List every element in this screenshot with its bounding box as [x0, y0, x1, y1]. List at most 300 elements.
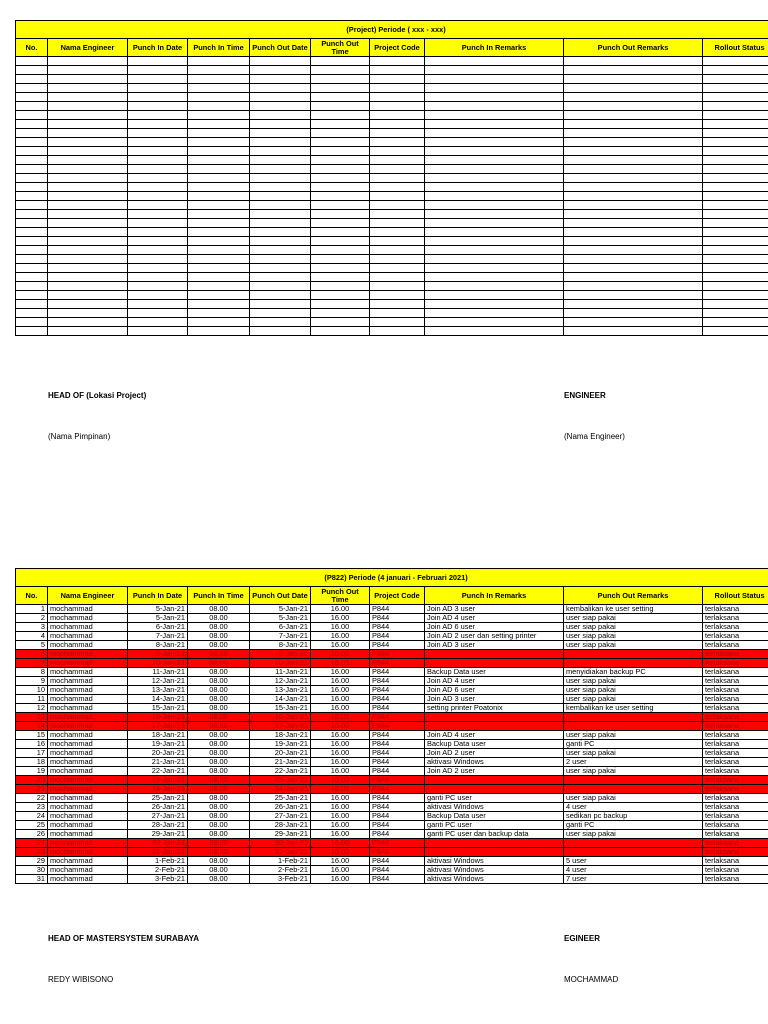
table-cell[interactable] — [425, 183, 564, 192]
table-cell[interactable] — [425, 300, 564, 309]
table-cell[interactable] — [16, 192, 48, 201]
cell-code[interactable]: P844 — [370, 614, 425, 623]
cell-out-date[interactable]: 9-Jan-21 — [250, 650, 311, 659]
cell-no[interactable]: 31 — [16, 875, 48, 884]
table-cell[interactable] — [564, 219, 703, 228]
cell-code[interactable]: P844 — [370, 794, 425, 803]
table-cell[interactable] — [250, 291, 311, 300]
cell-code[interactable]: P844 — [370, 749, 425, 758]
table-cell[interactable] — [425, 273, 564, 282]
table-cell[interactable] — [311, 93, 370, 102]
table-cell[interactable] — [16, 210, 48, 219]
cell-in-date[interactable]: 9-Jan-21 — [128, 650, 188, 659]
table-cell[interactable] — [370, 291, 425, 300]
table-cell[interactable] — [311, 120, 370, 129]
table-cell[interactable] — [311, 57, 370, 66]
cell-out-remarks[interactable]: user siap pakai — [564, 695, 703, 704]
table-cell[interactable] — [16, 102, 48, 111]
table-cell[interactable] — [250, 246, 311, 255]
cell-out-remarks[interactable]: 2 user — [564, 758, 703, 767]
table-cell[interactable] — [311, 255, 370, 264]
table-cell[interactable] — [703, 309, 768, 318]
cell-in-date[interactable]: 13-Jan-21 — [128, 686, 188, 695]
table-cell[interactable] — [564, 327, 703, 336]
cell-in-remarks[interactable]: Join AD 4 user — [425, 677, 564, 686]
table-cell[interactable] — [564, 84, 703, 93]
table-cell[interactable] — [48, 291, 128, 300]
cell-name[interactable]: mochammad — [48, 857, 128, 866]
cell-out-date[interactable]: 24-Jan-21 — [250, 785, 311, 794]
table-cell[interactable] — [188, 156, 250, 165]
cell-status[interactable]: terlaksana — [703, 785, 768, 794]
cell-in-date[interactable]: 10-Jan-21 — [128, 659, 188, 668]
table-cell[interactable] — [311, 210, 370, 219]
cell-out-time[interactable]: 16.00 — [311, 650, 370, 659]
table-cell[interactable] — [16, 300, 48, 309]
cell-name[interactable]: mochammad — [48, 668, 128, 677]
cell-out-remarks[interactable] — [564, 848, 703, 857]
table-cell[interactable] — [703, 327, 768, 336]
cell-code[interactable]: P844 — [370, 650, 425, 659]
cell-name[interactable]: mochammad — [48, 704, 128, 713]
table-cell[interactable] — [311, 300, 370, 309]
cell-in-date[interactable]: 7-Jan-21 — [128, 632, 188, 641]
table-cell[interactable] — [188, 273, 250, 282]
table-cell[interactable] — [703, 120, 768, 129]
cell-in-date[interactable]: 19-Jan-21 — [128, 740, 188, 749]
cell-in-remarks[interactable]: Join AD 3 user — [425, 641, 564, 650]
table-cell[interactable] — [564, 282, 703, 291]
cell-in-remarks[interactable] — [425, 848, 564, 857]
cell-name[interactable]: mochammad — [48, 776, 128, 785]
table-cell[interactable] — [250, 228, 311, 237]
cell-in-time[interactable]: 08.00 — [188, 821, 250, 830]
table-cell[interactable] — [250, 264, 311, 273]
cell-out-date[interactable]: 20-Jan-21 — [250, 749, 311, 758]
table-cell[interactable] — [16, 75, 48, 84]
cell-in-time[interactable]: 08.00 — [188, 650, 250, 659]
table-cell[interactable] — [703, 138, 768, 147]
cell-in-time[interactable]: 08.00 — [188, 668, 250, 677]
cell-code[interactable]: P844 — [370, 704, 425, 713]
table-cell[interactable] — [250, 129, 311, 138]
table-cell[interactable] — [188, 75, 250, 84]
table-cell[interactable] — [564, 300, 703, 309]
cell-in-date[interactable]: 15-Jan-21 — [128, 704, 188, 713]
cell-out-remarks[interactable]: user siap pakai — [564, 686, 703, 695]
cell-code[interactable]: P844 — [370, 812, 425, 821]
table-cell[interactable] — [250, 93, 311, 102]
cell-name[interactable]: mochammad — [48, 875, 128, 884]
cell-out-date[interactable]: 21-Jan-21 — [250, 758, 311, 767]
cell-in-remarks[interactable]: Join AD 3 user — [425, 695, 564, 704]
cell-name[interactable]: mochammad — [48, 812, 128, 821]
cell-code[interactable]: P844 — [370, 731, 425, 740]
cell-in-remarks[interactable] — [425, 659, 564, 668]
table-cell[interactable] — [564, 183, 703, 192]
cell-code[interactable]: P844 — [370, 695, 425, 704]
table-cell[interactable] — [370, 327, 425, 336]
cell-out-time[interactable]: 16.00 — [311, 776, 370, 785]
table-cell[interactable] — [250, 210, 311, 219]
table-cell[interactable] — [703, 192, 768, 201]
cell-in-date[interactable]: 2-Feb-21 — [128, 866, 188, 875]
cell-out-date[interactable]: 31-Jan-21 — [250, 848, 311, 857]
cell-no[interactable]: 10 — [16, 686, 48, 695]
cell-out-time[interactable]: 16.00 — [311, 686, 370, 695]
table-cell[interactable] — [48, 147, 128, 156]
cell-no[interactable]: 8 — [16, 668, 48, 677]
cell-out-date[interactable]: 27-Jan-21 — [250, 812, 311, 821]
cell-name[interactable]: mochammad — [48, 677, 128, 686]
cell-code[interactable]: P844 — [370, 713, 425, 722]
cell-out-time[interactable]: 16.00 — [311, 659, 370, 668]
table-cell[interactable] — [48, 138, 128, 147]
table-cell[interactable] — [128, 165, 188, 174]
table-cell[interactable] — [370, 138, 425, 147]
cell-in-date[interactable]: 5-Jan-21 — [128, 605, 188, 614]
table-cell[interactable] — [564, 93, 703, 102]
table-cell[interactable] — [425, 120, 564, 129]
table-cell[interactable] — [16, 219, 48, 228]
cell-name[interactable]: mochammad — [48, 830, 128, 839]
table-cell[interactable] — [370, 156, 425, 165]
cell-out-time[interactable]: 16.00 — [311, 704, 370, 713]
cell-in-time[interactable]: 08.00 — [188, 731, 250, 740]
table-cell[interactable] — [188, 237, 250, 246]
cell-code[interactable]: P844 — [370, 821, 425, 830]
table-cell[interactable] — [128, 93, 188, 102]
cell-out-remarks[interactable]: user siap pakai — [564, 614, 703, 623]
cell-out-remarks[interactable]: user siap pakai — [564, 767, 703, 776]
cell-in-remarks[interactable]: Backup Data user — [425, 668, 564, 677]
table-cell[interactable] — [703, 255, 768, 264]
cell-in-time[interactable]: 08.00 — [188, 848, 250, 857]
table-cell[interactable] — [425, 327, 564, 336]
table-cell[interactable] — [564, 273, 703, 282]
cell-out-remarks[interactable]: user siap pakai — [564, 794, 703, 803]
table-cell[interactable] — [311, 111, 370, 120]
cell-in-remarks[interactable]: aktivasi Windows — [425, 758, 564, 767]
table-cell[interactable] — [425, 102, 564, 111]
table-cell[interactable] — [703, 300, 768, 309]
cell-code[interactable]: P844 — [370, 776, 425, 785]
table-cell[interactable] — [188, 228, 250, 237]
table-cell[interactable] — [16, 129, 48, 138]
cell-name[interactable]: mochammad — [48, 839, 128, 848]
cell-in-time[interactable]: 08.00 — [188, 875, 250, 884]
cell-code[interactable]: P844 — [370, 875, 425, 884]
cell-name[interactable]: mochammad — [48, 641, 128, 650]
table-cell[interactable] — [16, 93, 48, 102]
cell-in-date[interactable]: 29-Jan-21 — [128, 830, 188, 839]
cell-in-date[interactable]: 31-Jan-21 — [128, 848, 188, 857]
table-cell[interactable] — [48, 309, 128, 318]
cell-in-remarks[interactable]: Join AD 4 user — [425, 731, 564, 740]
table-cell[interactable] — [128, 174, 188, 183]
table-cell[interactable] — [425, 309, 564, 318]
cell-out-time[interactable]: 16.00 — [311, 758, 370, 767]
cell-in-date[interactable]: 21-Jan-21 — [128, 758, 188, 767]
cell-out-date[interactable]: 5-Jan-21 — [250, 605, 311, 614]
cell-no[interactable]: 20 — [16, 776, 48, 785]
table-cell[interactable] — [425, 192, 564, 201]
table-cell[interactable] — [311, 228, 370, 237]
table-cell[interactable] — [48, 174, 128, 183]
table-cell[interactable] — [564, 156, 703, 165]
cell-in-time[interactable]: 08.00 — [188, 776, 250, 785]
table-cell[interactable] — [564, 318, 703, 327]
table-cell[interactable] — [564, 102, 703, 111]
cell-out-date[interactable]: 7-Jan-21 — [250, 632, 311, 641]
table-cell[interactable] — [370, 93, 425, 102]
table-cell[interactable] — [128, 75, 188, 84]
cell-out-remarks[interactable] — [564, 650, 703, 659]
cell-name[interactable]: mochammad — [48, 794, 128, 803]
cell-out-date[interactable]: 12-Jan-21 — [250, 677, 311, 686]
table-cell[interactable] — [250, 120, 311, 129]
cell-name[interactable]: mochammad — [48, 785, 128, 794]
cell-no[interactable]: 9 — [16, 677, 48, 686]
table-cell[interactable] — [188, 246, 250, 255]
cell-out-remarks[interactable]: user siap pakai — [564, 641, 703, 650]
table-cell[interactable] — [188, 255, 250, 264]
table-cell[interactable] — [48, 237, 128, 246]
table-cell[interactable] — [425, 93, 564, 102]
table-cell[interactable] — [311, 156, 370, 165]
cell-no[interactable]: 5 — [16, 641, 48, 650]
table-cell[interactable] — [311, 75, 370, 84]
table-cell[interactable] — [564, 75, 703, 84]
cell-out-date[interactable]: 15-Jan-21 — [250, 704, 311, 713]
table-cell[interactable] — [250, 84, 311, 93]
table-cell[interactable] — [250, 318, 311, 327]
cell-out-date[interactable]: 28-Jan-21 — [250, 821, 311, 830]
cell-out-date[interactable]: 13-Jan-21 — [250, 686, 311, 695]
cell-out-date[interactable]: 22-Jan-21 — [250, 767, 311, 776]
cell-out-remarks[interactable]: 4 user — [564, 803, 703, 812]
cell-status[interactable]: terlaksana — [703, 821, 768, 830]
cell-in-date[interactable]: 3-Feb-21 — [128, 875, 188, 884]
table-cell[interactable] — [311, 246, 370, 255]
cell-no[interactable]: 2 — [16, 614, 48, 623]
table-cell[interactable] — [128, 120, 188, 129]
cell-in-date[interactable]: 5-Jan-21 — [128, 614, 188, 623]
cell-out-remarks[interactable] — [564, 776, 703, 785]
cell-out-date[interactable]: 16-Jan-21 — [250, 713, 311, 722]
cell-out-time[interactable]: 16.00 — [311, 632, 370, 641]
cell-no[interactable]: 22 — [16, 794, 48, 803]
table-cell[interactable] — [425, 237, 564, 246]
table-cell[interactable] — [128, 282, 188, 291]
table-cell[interactable] — [16, 174, 48, 183]
cell-in-date[interactable]: 11-Jan-21 — [128, 668, 188, 677]
table-cell[interactable] — [250, 57, 311, 66]
table-cell[interactable] — [250, 138, 311, 147]
table-cell[interactable] — [425, 165, 564, 174]
cell-out-time[interactable]: 16.00 — [311, 830, 370, 839]
cell-in-date[interactable]: 12-Jan-21 — [128, 677, 188, 686]
table-cell[interactable] — [188, 219, 250, 228]
cell-in-remarks[interactable]: Join AD 6 user — [425, 623, 564, 632]
table-cell[interactable] — [48, 282, 128, 291]
cell-in-time[interactable]: 08.00 — [188, 614, 250, 623]
cell-status[interactable]: terlaksana — [703, 740, 768, 749]
table-cell[interactable] — [188, 282, 250, 291]
table-cell[interactable] — [425, 291, 564, 300]
table-cell[interactable] — [703, 111, 768, 120]
table-cell[interactable] — [48, 192, 128, 201]
cell-no[interactable]: 1 — [16, 605, 48, 614]
cell-no[interactable]: 7 — [16, 659, 48, 668]
cell-no[interactable]: 11 — [16, 695, 48, 704]
cell-in-time[interactable]: 08.00 — [188, 767, 250, 776]
cell-in-time[interactable]: 08.00 — [188, 623, 250, 632]
table-cell[interactable] — [250, 102, 311, 111]
cell-in-remarks[interactable]: ganti PC user — [425, 794, 564, 803]
table-cell[interactable] — [370, 129, 425, 138]
table-cell[interactable] — [703, 246, 768, 255]
cell-out-time[interactable]: 16.00 — [311, 605, 370, 614]
cell-out-time[interactable]: 16.00 — [311, 677, 370, 686]
table-cell[interactable] — [564, 120, 703, 129]
table-cell[interactable] — [128, 102, 188, 111]
cell-in-date[interactable]: 26-Jan-21 — [128, 803, 188, 812]
cell-status[interactable]: terlaksana — [703, 695, 768, 704]
cell-in-remarks[interactable]: Join AD 2 user — [425, 749, 564, 758]
cell-status[interactable]: terlaksana — [703, 659, 768, 668]
table-cell[interactable] — [370, 219, 425, 228]
table-cell[interactable] — [370, 246, 425, 255]
cell-out-date[interactable]: 23-Jan-21 — [250, 776, 311, 785]
cell-in-date[interactable]: 25-Jan-21 — [128, 794, 188, 803]
table-cell[interactable] — [48, 219, 128, 228]
cell-out-remarks[interactable] — [564, 722, 703, 731]
cell-status[interactable]: terlaksana — [703, 866, 768, 875]
table-cell[interactable] — [16, 111, 48, 120]
cell-name[interactable]: mochammad — [48, 623, 128, 632]
table-cell[interactable] — [128, 318, 188, 327]
cell-status[interactable]: terlaksana — [703, 758, 768, 767]
cell-no[interactable]: 13 — [16, 713, 48, 722]
cell-status[interactable]: terlaksana — [703, 830, 768, 839]
cell-in-time[interactable]: 08.00 — [188, 677, 250, 686]
cell-name[interactable]: mochammad — [48, 659, 128, 668]
cell-out-time[interactable]: 16.00 — [311, 821, 370, 830]
cell-name[interactable]: mochammad — [48, 749, 128, 758]
table-cell[interactable] — [16, 84, 48, 93]
cell-out-remarks[interactable]: user siap pakai — [564, 677, 703, 686]
table-cell[interactable] — [250, 156, 311, 165]
cell-in-date[interactable]: 23-Jan-21 — [128, 776, 188, 785]
cell-in-time[interactable]: 08.00 — [188, 695, 250, 704]
table-cell[interactable] — [425, 282, 564, 291]
table-cell[interactable] — [703, 165, 768, 174]
table-cell[interactable] — [703, 57, 768, 66]
table-cell[interactable] — [564, 147, 703, 156]
table-cell[interactable] — [564, 129, 703, 138]
cell-out-time[interactable]: 16.00 — [311, 812, 370, 821]
cell-in-remarks[interactable]: ganti PC user dan backup data — [425, 830, 564, 839]
cell-in-date[interactable]: 24-Jan-21 — [128, 785, 188, 794]
cell-in-time[interactable]: 08.00 — [188, 839, 250, 848]
table-cell[interactable] — [48, 75, 128, 84]
table-cell[interactable] — [48, 120, 128, 129]
cell-in-time[interactable]: 08.00 — [188, 659, 250, 668]
cell-in-time[interactable]: 08.00 — [188, 722, 250, 731]
table-cell[interactable] — [188, 111, 250, 120]
table-cell[interactable] — [250, 300, 311, 309]
table-cell[interactable] — [16, 291, 48, 300]
cell-status[interactable]: terlaksana — [703, 623, 768, 632]
cell-in-time[interactable]: 08.00 — [188, 713, 250, 722]
table-cell[interactable] — [425, 57, 564, 66]
cell-code[interactable]: P844 — [370, 659, 425, 668]
cell-in-time[interactable]: 08.00 — [188, 812, 250, 821]
table-cell[interactable] — [188, 66, 250, 75]
table-cell[interactable] — [16, 147, 48, 156]
cell-status[interactable]: terlaksana — [703, 857, 768, 866]
table-cell[interactable] — [703, 129, 768, 138]
cell-in-remarks[interactable]: setting printer Poatonix — [425, 704, 564, 713]
cell-out-date[interactable]: 17-Jan-21 — [250, 722, 311, 731]
cell-code[interactable]: P844 — [370, 740, 425, 749]
cell-name[interactable]: mochammad — [48, 740, 128, 749]
table-cell[interactable] — [48, 57, 128, 66]
cell-in-date[interactable]: 8-Jan-21 — [128, 641, 188, 650]
table-cell[interactable] — [48, 246, 128, 255]
cell-code[interactable]: P844 — [370, 623, 425, 632]
cell-code[interactable]: P844 — [370, 839, 425, 848]
cell-code[interactable]: P844 — [370, 857, 425, 866]
cell-out-date[interactable]: 8-Jan-21 — [250, 641, 311, 650]
cell-in-remarks[interactable]: Backup Data user — [425, 740, 564, 749]
table-cell[interactable] — [48, 210, 128, 219]
table-cell[interactable] — [425, 255, 564, 264]
table-cell[interactable] — [311, 102, 370, 111]
table-cell[interactable] — [188, 174, 250, 183]
cell-status[interactable]: terlaksana — [703, 632, 768, 641]
cell-status[interactable]: terlaksana — [703, 686, 768, 695]
cell-no[interactable]: 15 — [16, 731, 48, 740]
table-cell[interactable] — [128, 192, 188, 201]
cell-out-remarks[interactable]: user siap pakai — [564, 731, 703, 740]
table-cell[interactable] — [425, 111, 564, 120]
cell-out-time[interactable]: 16.00 — [311, 740, 370, 749]
cell-in-remarks[interactable]: ganti PC user — [425, 821, 564, 830]
table-cell[interactable] — [128, 156, 188, 165]
table-cell[interactable] — [128, 219, 188, 228]
table-cell[interactable] — [311, 309, 370, 318]
cell-out-date[interactable]: 1-Feb-21 — [250, 857, 311, 866]
table-cell[interactable] — [703, 318, 768, 327]
cell-status[interactable]: terlaksana — [703, 794, 768, 803]
table-cell[interactable] — [703, 210, 768, 219]
cell-out-remarks[interactable]: ganti PC — [564, 740, 703, 749]
cell-out-remarks[interactable]: menyidiakan backup PC — [564, 668, 703, 677]
cell-status[interactable]: terlaksana — [703, 641, 768, 650]
cell-name[interactable]: mochammad — [48, 803, 128, 812]
table-cell[interactable] — [425, 318, 564, 327]
cell-out-time[interactable]: 16.00 — [311, 875, 370, 884]
cell-in-date[interactable]: 30-Jan-21 — [128, 839, 188, 848]
cell-name[interactable]: mochammad — [48, 686, 128, 695]
cell-out-time[interactable]: 16.00 — [311, 785, 370, 794]
table-cell[interactable] — [128, 138, 188, 147]
cell-no[interactable]: 19 — [16, 767, 48, 776]
table-cell[interactable] — [425, 228, 564, 237]
table-cell[interactable] — [48, 102, 128, 111]
